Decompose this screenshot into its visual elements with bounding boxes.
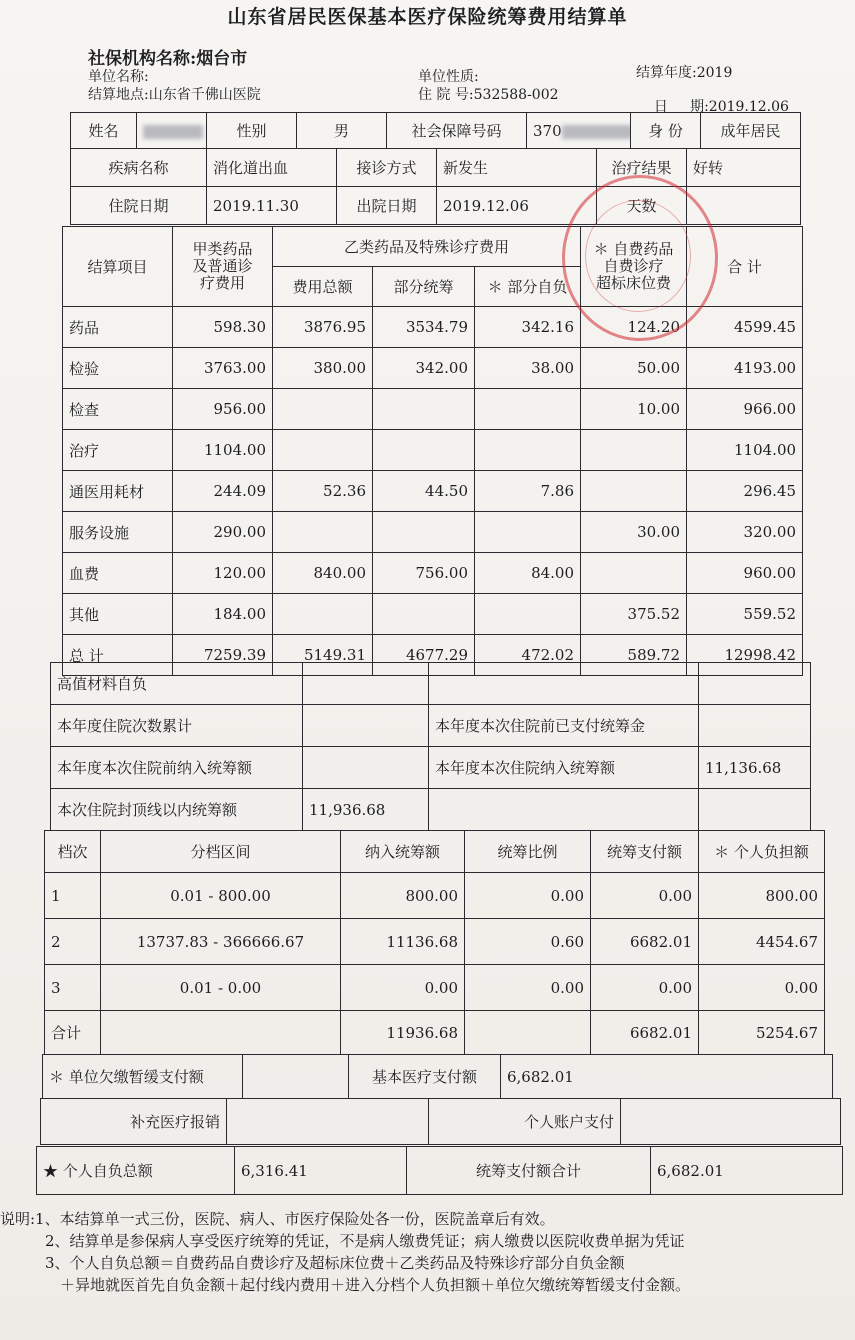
- tier-header-ratio: 统筹比例: [465, 831, 591, 873]
- supplement-label: 补充医疗报销: [41, 1099, 227, 1145]
- fee-cell-c: [373, 430, 475, 471]
- fee-cell-e: 50.00: [581, 348, 687, 389]
- fee-row: [63, 512, 803, 553]
- tier-cell-tier: 2: [45, 919, 101, 965]
- name-value-redacted: [137, 113, 207, 149]
- fee-cell-c: 4677.29: [373, 635, 475, 676]
- grand-total-table: [36, 1146, 843, 1195]
- fee-header-classB: 乙类药品及特殊诊疗费用: [273, 227, 581, 267]
- fee-row: [63, 348, 803, 389]
- in-this-value: 11,136.68: [699, 747, 811, 789]
- blank-cell: [429, 789, 699, 831]
- accumulation-table: [50, 662, 811, 831]
- cap-value: 11,936.68: [303, 789, 429, 831]
- tier-cell-range: 0.01 - 0.00: [101, 965, 341, 1011]
- arrears-value: [243, 1055, 349, 1099]
- in-this-label: 本年度本次住院纳入统筹额: [429, 747, 699, 789]
- fee-cell-a: 7259.39: [173, 635, 273, 676]
- unit-name-label: 单位名称:: [88, 69, 149, 85]
- fee-cell-a: 956.00: [173, 389, 273, 430]
- fee-item-label: 其他: [63, 594, 173, 635]
- fee-cell-c: 756.00: [373, 553, 475, 594]
- account-pay-label: 个人账户支付: [429, 1099, 621, 1145]
- inpatient-no-line: [418, 84, 559, 104]
- result-value: 好转: [687, 149, 801, 187]
- fee-cell-d: 472.02: [475, 635, 581, 676]
- tier-cell-ratio: 0.60: [465, 919, 591, 965]
- tier-cell-tier: 1: [45, 873, 101, 919]
- fee-cell-c: [373, 512, 475, 553]
- notes: [0, 1208, 855, 1296]
- fee-cell-a: 598.30: [173, 307, 273, 348]
- fee-cell-a: 1104.00: [173, 430, 273, 471]
- blank-cell: [429, 663, 699, 705]
- high-value-self-label: 高值材料自负: [51, 663, 303, 705]
- admit-value: 2019.11.30: [207, 187, 337, 225]
- fee-header-total-fee: 费用总额: [273, 267, 373, 307]
- tier-total-label: 合计: [45, 1011, 101, 1055]
- fee-cell-e: 10.00: [581, 389, 687, 430]
- fee-cell-e: [581, 553, 687, 594]
- year-count-value: [303, 705, 429, 747]
- discharge-value: 2019.12.06: [437, 187, 597, 225]
- fee-cell-d: [475, 594, 581, 635]
- fee-cell-a: 290.00: [173, 512, 273, 553]
- tier-row: [45, 919, 825, 965]
- fee-header-classA: 甲类药品 及普通诊 疗费用: [173, 227, 273, 307]
- fee-cell-b: [273, 512, 373, 553]
- fee-header-sum: 合 计: [687, 227, 803, 307]
- year-label: 结算年度:: [636, 65, 697, 81]
- visit-label: 接诊方式: [337, 149, 437, 187]
- fee-header-partial-pool: 部分统筹: [373, 267, 475, 307]
- basic-pay-label: 基本医疗支付额: [349, 1055, 501, 1099]
- fee-row: [63, 553, 803, 594]
- patient-info-table: [70, 112, 801, 149]
- fee-row: [63, 307, 803, 348]
- fee-cell-d: 38.00: [475, 348, 581, 389]
- fee-item-label: 通医用耗材: [63, 471, 173, 512]
- tier-cell-range: 0.01 - 800.00: [101, 873, 341, 919]
- arrears-label: ＊ 单位欠缴暂缓支付额: [43, 1055, 243, 1099]
- fee-cell-e: 30.00: [581, 512, 687, 553]
- fee-row: [63, 594, 803, 635]
- note-line: 说明:1、本结算单一式三份，医院、病人、市医疗保险处各一份，医院盖章后有效。: [0, 1210, 555, 1228]
- fee-cell-a: 244.09: [173, 471, 273, 512]
- name-label: 姓名: [71, 113, 137, 149]
- fee-row: [63, 389, 803, 430]
- payment-summary-table: [42, 1054, 833, 1099]
- discharge-label: 出院日期: [337, 187, 437, 225]
- fee-cell-e: 124.20: [581, 307, 687, 348]
- tier-table: [44, 830, 825, 1055]
- ssn-value: [527, 113, 631, 149]
- tier-total-ratio: [465, 1011, 591, 1055]
- fee-cell-e: [581, 471, 687, 512]
- fee-cell-b: [273, 389, 373, 430]
- tier-header-self: ＊ 个人负担额: [699, 831, 825, 873]
- gender-value: 男: [297, 113, 387, 149]
- fee-cell-d: 342.16: [475, 307, 581, 348]
- identity-value: 成年居民: [701, 113, 801, 149]
- tier-cell-pay: 0.00: [591, 965, 699, 1011]
- visit-value: 新发生: [437, 149, 597, 187]
- fee-cell-b: [273, 430, 373, 471]
- fee-cell-b: 5149.31: [273, 635, 373, 676]
- fee-cell-f: 966.00: [687, 389, 803, 430]
- fee-item-label: 血费: [63, 553, 173, 594]
- fee-item-label: 药品: [63, 307, 173, 348]
- fee-cell-c: 342.00: [373, 348, 475, 389]
- fee-item-label: 治疗: [63, 430, 173, 471]
- gender-label: 性别: [207, 113, 297, 149]
- result-label: 治疗结果: [597, 149, 687, 187]
- fee-cell-a: 3763.00: [173, 348, 273, 389]
- inpatient-no-label: 住 院 号:: [418, 87, 474, 103]
- disease-value: 消化道出血: [207, 149, 337, 187]
- note-line: ＋异地就医首先自负金额＋起付线内费用＋进入分档个人负担额＋单位欠缴统筹暂缓支付金额。: [0, 1276, 691, 1294]
- fee-cell-c: 3534.79: [373, 307, 475, 348]
- tier-cell-in: 0.00: [341, 965, 465, 1011]
- fee-cell-a: 120.00: [173, 553, 273, 594]
- supplement-value: [227, 1099, 429, 1145]
- days-label: 天数: [597, 187, 687, 225]
- fee-cell-f: 296.45: [687, 471, 803, 512]
- blank-cell: [699, 663, 811, 705]
- agency-label: 社保机构名称:: [88, 49, 197, 69]
- tier-total-range: [101, 1011, 341, 1055]
- fee-header-selfpay: ＊ 自费药品 自费诊疗 超标床位费: [581, 227, 687, 307]
- fee-cell-e: 589.72: [581, 635, 687, 676]
- fee-cell-d: [475, 430, 581, 471]
- tier-cell-ratio: 0.00: [465, 965, 591, 1011]
- year-line: [636, 62, 732, 82]
- tier-cell-in: 800.00: [341, 873, 465, 919]
- days-value: [687, 187, 801, 225]
- cap-label: 本次住院封顶线以内统筹额: [51, 789, 303, 831]
- tier-cell-self: 800.00: [699, 873, 825, 919]
- fee-header-partial-self: ＊ 部分自负: [475, 267, 581, 307]
- fee-cell-b: 840.00: [273, 553, 373, 594]
- fee-cell-d: 84.00: [475, 553, 581, 594]
- fee-cell-f: 960.00: [687, 553, 803, 594]
- fee-cell-d: [475, 512, 581, 553]
- fee-cell-f: 12998.42: [687, 635, 803, 676]
- fee-cell-f: 559.52: [687, 594, 803, 635]
- tier-row: [45, 873, 825, 919]
- fee-item-label: 服务设施: [63, 512, 173, 553]
- fee-cell-e: 375.52: [581, 594, 687, 635]
- tier-header-pay: 统筹支付额: [591, 831, 699, 873]
- fee-item-label: 总 计: [63, 635, 173, 676]
- tier-total-pay: 6682.01: [591, 1011, 699, 1055]
- date-label: 日 期:: [653, 99, 709, 115]
- fee-cell-d: 7.86: [475, 471, 581, 512]
- document-title: 山东省居民医保基本医疗保险统筹费用结算单: [227, 6, 628, 28]
- tier-cell-in: 11136.68: [341, 919, 465, 965]
- paid-before-value: [699, 705, 811, 747]
- self-total-label: ★ 个人自负总额: [37, 1147, 235, 1195]
- fee-item-label: 检验: [63, 348, 173, 389]
- fee-cell-b: 3876.95: [273, 307, 373, 348]
- tier-header-tier: 档次: [45, 831, 101, 873]
- fee-cell-c: [373, 594, 475, 635]
- year-count-label: 本年度住院次数累计: [51, 705, 303, 747]
- tier-cell-range: 13737.83 - 366666.67: [101, 919, 341, 965]
- fee-header-item: 结算项目: [63, 227, 173, 307]
- settle-place-value: 山东省千佛山医院: [148, 87, 261, 103]
- fee-cell-e: [581, 430, 687, 471]
- tier-cell-pay: 0.00: [591, 873, 699, 919]
- fee-cell-f: 320.00: [687, 512, 803, 553]
- account-pay-value: [621, 1099, 841, 1145]
- fee-cell-b: 380.00: [273, 348, 373, 389]
- unit-nature-label: 单位性质:: [418, 69, 479, 85]
- basic-pay-value: 6,682.01: [501, 1055, 833, 1099]
- blank-cell: [699, 789, 811, 831]
- settle-place-label: 结算地点:: [88, 87, 149, 103]
- year-value: 2019: [696, 65, 733, 81]
- note-line: 2、结算单是参保病人享受医疗统筹的凭证，不是病人缴费凭证；病人缴费以医院收费单据为凭证: [0, 1232, 685, 1250]
- fee-table: [62, 226, 803, 676]
- paid-before-label: 本年度本次住院前已支付统筹金: [429, 705, 699, 747]
- fee-cell-c: [373, 389, 475, 430]
- pool-total-value: 6,682.01: [651, 1147, 843, 1195]
- fee-row: [63, 430, 803, 471]
- fee-cell-d: [475, 389, 581, 430]
- note-line: 3、个人自负总额＝自费药品自费诊疗及超标床位费＋乙类药品及特殊诊疗部分自负金额: [0, 1254, 625, 1272]
- fee-cell-b: 52.36: [273, 471, 373, 512]
- tier-header-range: 分档区间: [101, 831, 341, 873]
- in-before-value: [303, 747, 429, 789]
- settle-place-line: [88, 84, 261, 104]
- fee-cell-f: 4599.45: [687, 307, 803, 348]
- ssn-prefix: 370: [533, 121, 562, 140]
- disease-label: 疾病名称: [71, 149, 207, 187]
- tier-total-self: 5254.67: [699, 1011, 825, 1055]
- fee-cell-b: [273, 594, 373, 635]
- tier-cell-ratio: 0.00: [465, 873, 591, 919]
- tier-total-in: 11936.68: [341, 1011, 465, 1055]
- fee-cell-a: 184.00: [173, 594, 273, 635]
- tier-cell-self: 0.00: [699, 965, 825, 1011]
- tier-header-in: 纳入统筹额: [341, 831, 465, 873]
- pool-total-label: 统筹支付额合计: [407, 1147, 651, 1195]
- fee-row: [63, 471, 803, 512]
- agency-value: 烟台市: [196, 49, 248, 69]
- identity-label: 身 份: [631, 113, 701, 149]
- admit-label: 住院日期: [71, 187, 207, 225]
- fee-cell-f: 1104.00: [687, 430, 803, 471]
- tier-cell-pay: 6682.01: [591, 919, 699, 965]
- fee-item-label: 检查: [63, 389, 173, 430]
- tier-cell-self: 4454.67: [699, 919, 825, 965]
- in-before-label: 本年度本次住院前纳入统筹额: [51, 747, 303, 789]
- ssn-label: 社会保障号码: [387, 113, 527, 149]
- fee-cell-f: 4193.00: [687, 348, 803, 389]
- disease-info-table: [70, 148, 801, 225]
- fee-cell-c: 44.50: [373, 471, 475, 512]
- self-total-value: 6,316.41: [235, 1147, 407, 1195]
- tier-cell-tier: 3: [45, 965, 101, 1011]
- supplement-table: [40, 1098, 841, 1145]
- date-value: 2019.12.06: [708, 99, 789, 115]
- inpatient-no-value: 532588-002: [473, 87, 559, 103]
- tier-row: [45, 965, 825, 1011]
- high-value-self-value: [303, 663, 429, 705]
